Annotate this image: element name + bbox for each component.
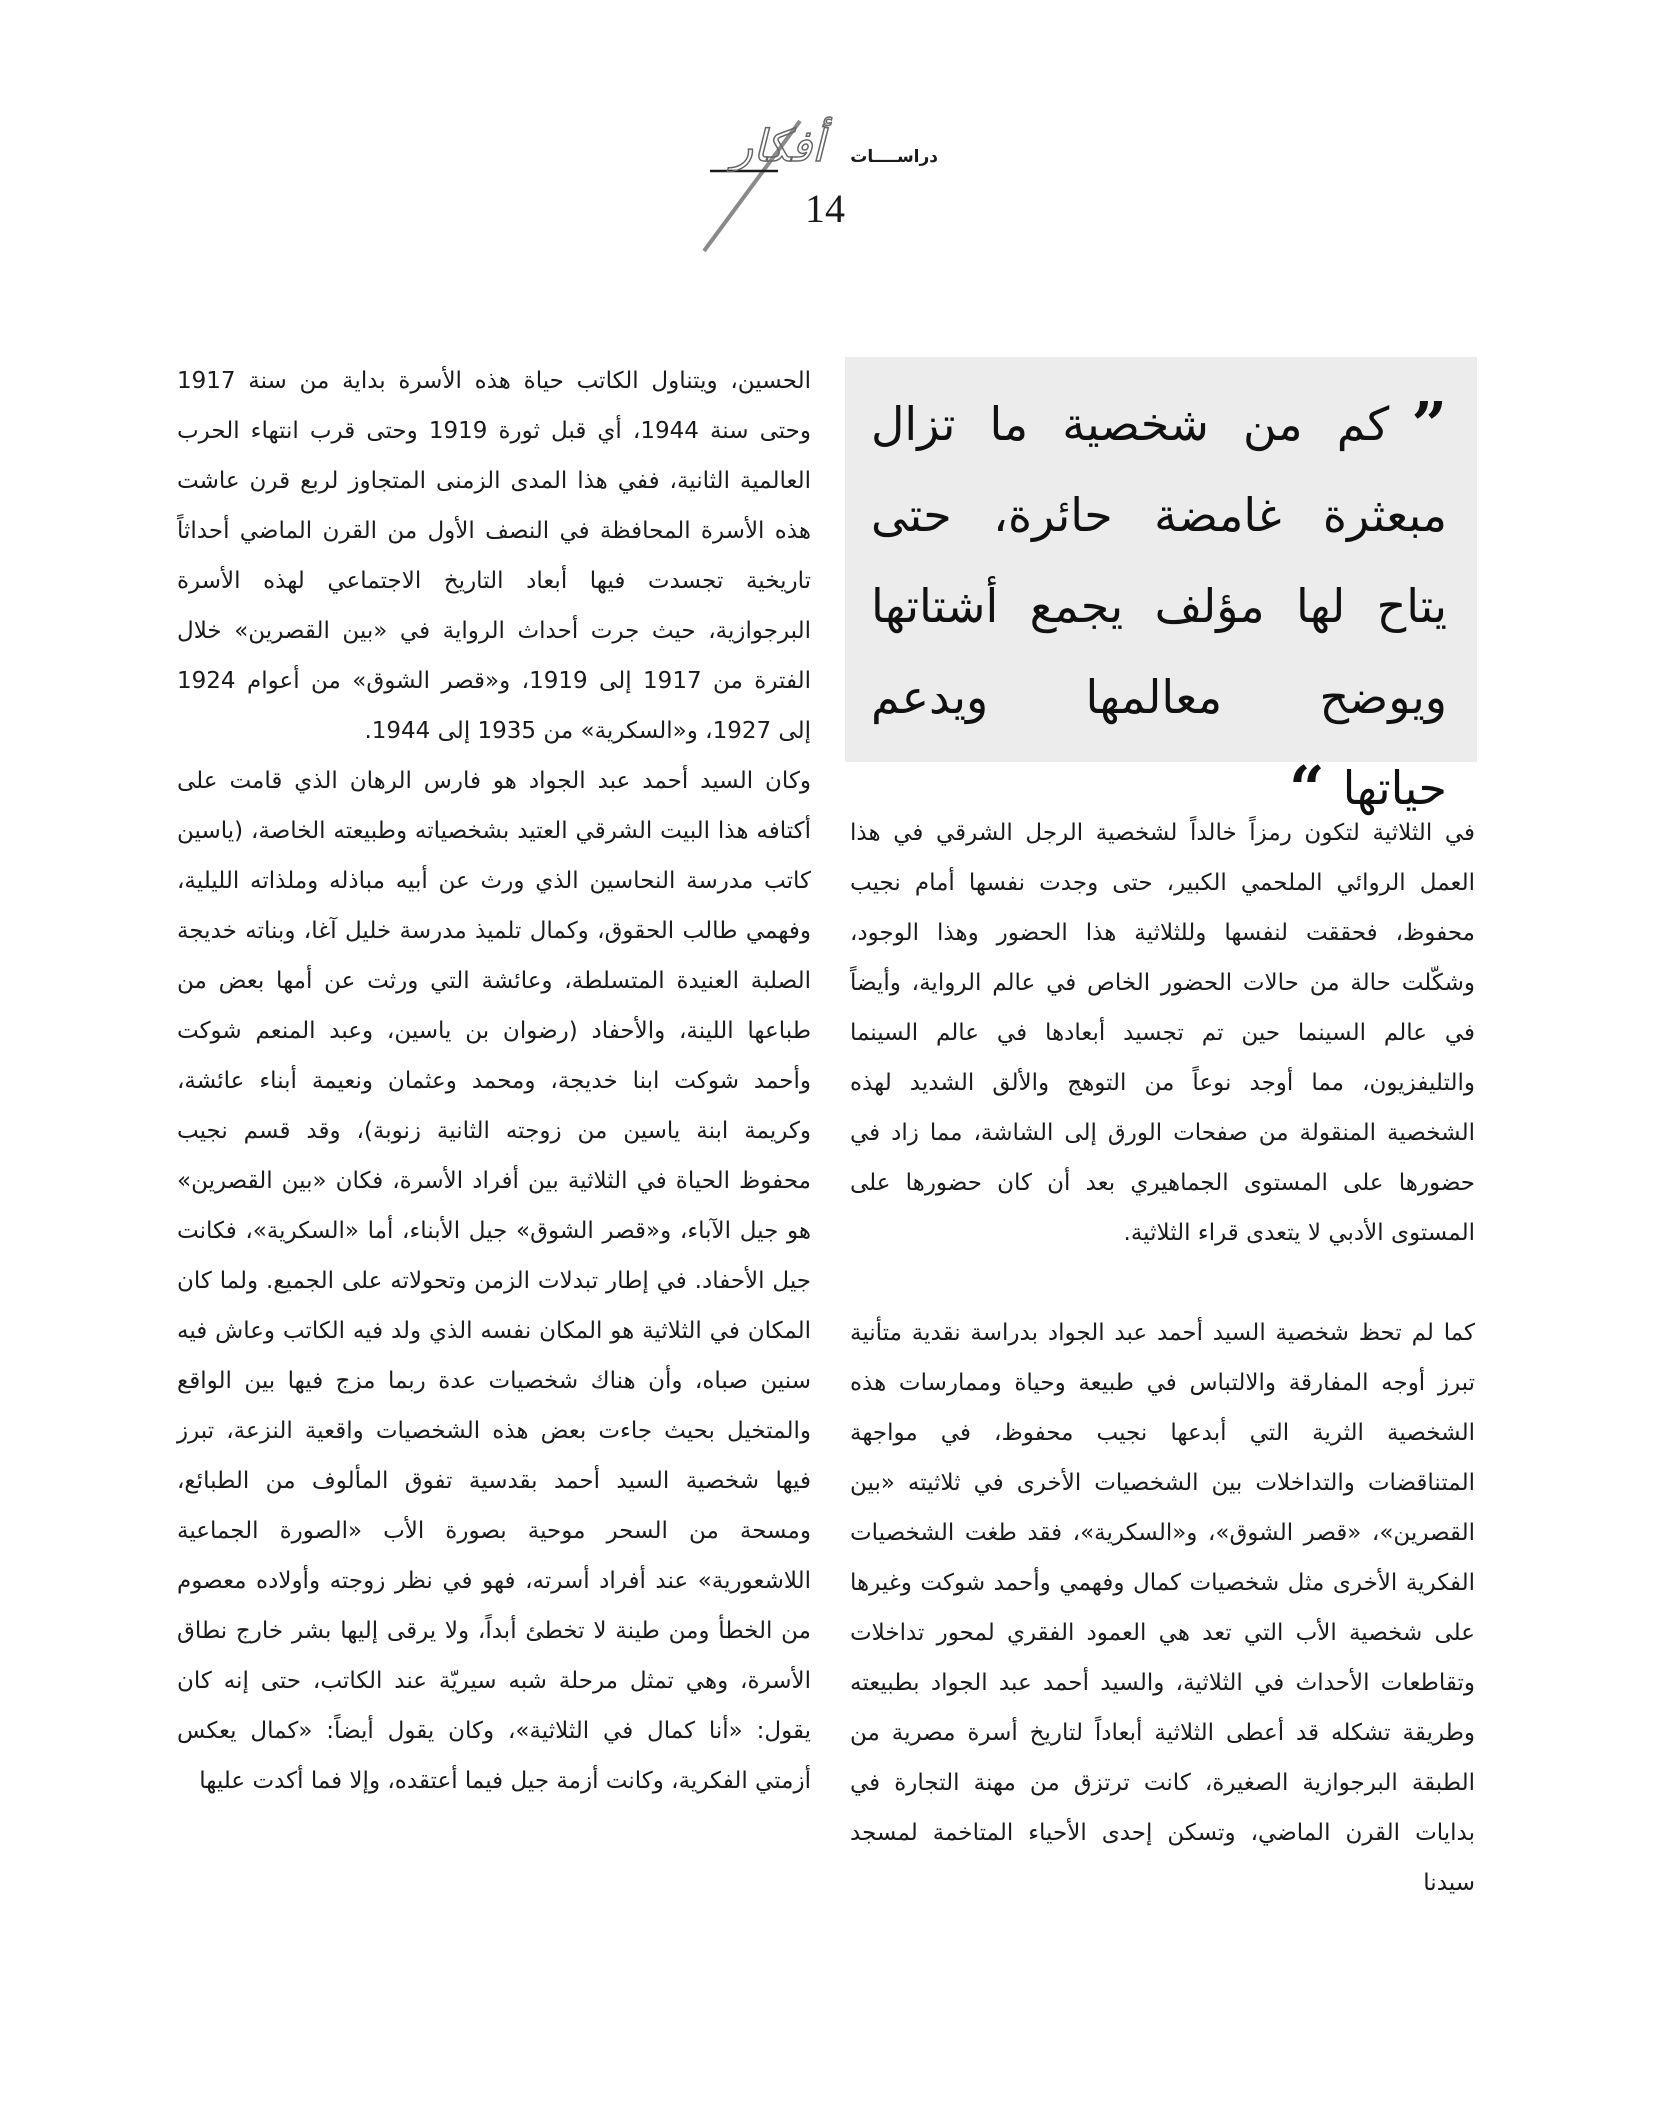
page-header <box>680 85 980 285</box>
closing-quote-icon: “ <box>1288 752 1325 825</box>
paragraph: وكان السيد أحمد عبد الجواد هو فارس الرهان الذي قامت على أكتافه هذا البيت الشرقي العتيد بشخصياته وطبيعته الخاصة، (ياسين كاتب مدرسة النحاسين الذي ورث عن أبيه مباذله وملذاته الليلية، وفهمي طالب الحقوق، وكمال تلميذ مدرسة خليل آغا، وبناته خديجة الصلبة العنيدة المتسلطة، وعائشة التي ورثت عن أمها بعض من طباعها اللينة، والأحفاد (رضوان بن ياسين، وعبد المنعم شوكت وأحمد شوكت ابنا خديجة، ومحمد وعثمان ونعيمة أبناء عائشة، وكريمة ابنة ياسين من زوجته الثانية زنوبة)، وقد قسم نجيب محفوظ الحياة في الثلاثية بين أفراد الأسرة، فكان «بين القصرين» هو جيل الآباء، و«قصر الشوق» جيل الأبناء، أما «السكرية»، فكانت جيل الأحفاد. في إطار تبدلات الزمن وتحولاته على الجميع. ولما كان المكان في الثلاثية هو المكان نفسه الذي ولد فيه الكاتب وعاش فيه سنين صباه، وأن هناك شخصيات عدة ربما مزج فيها بين الواقع والمتخيل بحيث جاءت بعض هذه الشخصيات واقعية النزعة، تبرز فيها شخصية السيد أحمد بقدسية تفوق المألوف من الطبائع، ومسحة من السحر موحية بصورة الأب «الصورة الجماعية اللاشعورية» عند أفراد أسرته، فهو في نظر زوجته وأولاده معصوم من الخطأ ومن طينة لا تخطئ أبداً، ولا يرقى إليها بشر خارج نطاق الأسرة، وهي تمثل مرحلة شبه سيريّة عند الكاتب، حتى إنه كان يقول: «أنا كمال في الثلاثية»، وكان يقول أيضاً: «كمال يعكس أزمتي الفكرية، وكانت أزمة جيل فيما أعتقده، وإلا فما أكدت عليها <box>177 768 811 1794</box>
logo-lettering: أفكار <box>731 121 825 172</box>
pull-quote <box>845 357 1477 825</box>
opening-quote-icon: ” <box>1411 388 1447 461</box>
left-text-column <box>177 356 811 1806</box>
paragraph: كما لم تحظ شخصية السيد أحمد عبد الجواد بدراسة نقدية متأنية تبرز أوجه المفارقة والالتباس في طبيعة وحياة وممارسات هذه الشخصية الثرية التي أبدعها نجيب محفوظ، في مواجهة المتناقضات والتداخلات بين الشخصيات الأخرى في ثلاثيته «بين القصرين»، «قصر الشوق»، و«السكرية»، فقد طغت الشخصيات الفكرية الأخرى مثل شخصيات كمال وفهمي وأحمد شوكت وغيرها على شخصية الأب التي تعد هي العمود الفقري لمحور تداخلات وتقاطعات الأحداث في الثلاثية، والسيد أحمد عبد الجواد بطبيعته وطريقة تشكله قد أعطى الثلاثية أبعاداً لتاريخ أسرة مصرية من الطبقة البرجوازية الصغيرة، كانت ترتزق من مهنة التجارة في بدايات القرن الماضي، وتسكن إحدى الأحياء المتاخمة لمسجد سيدنا <box>850 1320 1475 1896</box>
section-label: دراســــات <box>850 147 938 167</box>
paragraph: الحسين، ويتناول الكاتب حياة هذه الأسرة بداية من سنة 1917 وحتى سنة 1944، أي قبل ثورة 1919 وحتى قرب انتهاء الحرب العالمية الثانية، ففي هذا المدى الزمنى المتجاوز لربع قرن عاشت هذه الأسرة المحافظة في النصف الأول من القرن الماضي أحداثاً تاريخية تجسدت فيها أبعاد التاريخ الاجتماعي لهذه الأسرة البرجوازية، حيث جرت أحداث الرواية في «بين القصرين» خلال الفترة من 1917 إلى 1919، و«قصر الشوق» من أعوام 1924 إلى 1927، و«السكرية» من 1935 إلى 1944. <box>177 368 812 744</box>
paragraph: في الثلاثية لتكون رمزاً خالداً لشخصية الرجل الشرقي في هذا العمل الروائي الملحمي الكبير، حتى وجدت نفسها أمام نجيب محفوظ، فحققت لنفسها وللثلاثية هذا الحضور وهذا الوجود، وشكّلت حالة من حالات الحضور الخاص في عالم الرواية، وأيضاً في عالم السينما حين تم تجسيد أبعادها في عالم السينما والتليفزيون، مما أوجد نوعاً من التوهج والألق الشديد لهذه الشخصية المنقولة من صفحات الورق إلى الشاشة، مما زاد في حضورها على المستوى الجماهيري بعد أن كان حضورها على المستوى الأدبي لا يتعدى قراء الثلاثية. <box>850 820 1475 1246</box>
right-text-column <box>850 808 1475 1908</box>
pull-quote-paragraph <box>871 379 1447 834</box>
pull-quote-text: كم من شخصية ما تزال مبعثرة غامضة حائرة، حتى يتاح لها مؤلف يجمع أشتاتها ويوضح معالمها ويدعم حياتها <box>871 397 1447 815</box>
page-number: 14 <box>805 186 845 231</box>
